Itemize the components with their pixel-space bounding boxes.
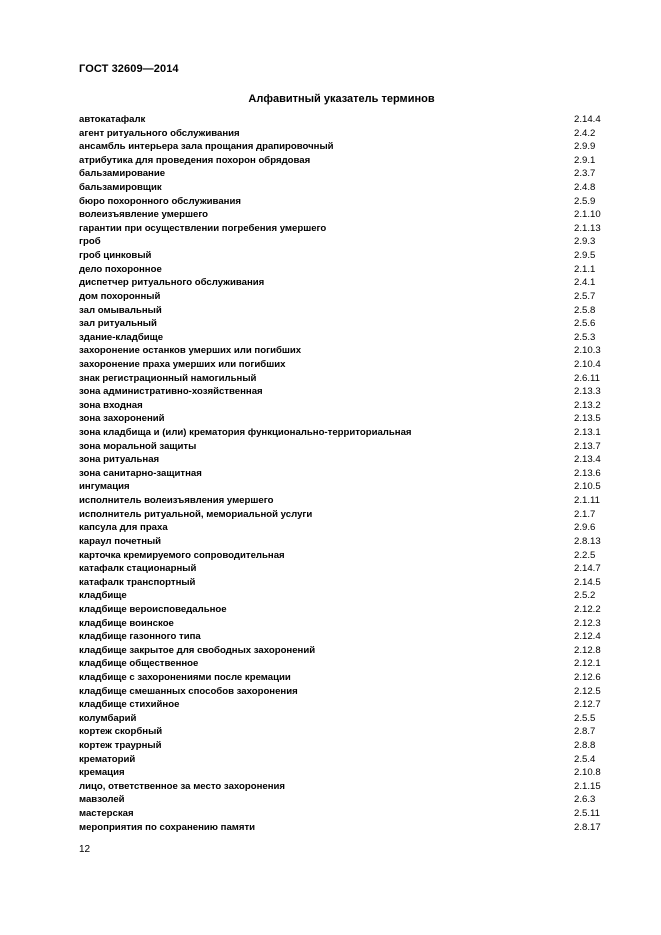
term-name: захоронение останков умерших или погибших: [79, 345, 302, 357]
term-reference: 2.3.7: [574, 168, 596, 180]
term-reference: 2.12.6: [574, 671, 601, 683]
term-row: [79, 589, 619, 603]
term-name: кортеж скорбный: [79, 726, 163, 738]
term-name: лицо, ответственное за место захоронения: [79, 780, 286, 792]
term-row: [79, 644, 619, 658]
term-reference: 2.12.8: [574, 644, 601, 656]
term-reference: 2.1.7: [574, 508, 596, 520]
term-reference: 2.13.3: [574, 386, 601, 398]
term-name: гарантии при осуществлении погребения умершего: [79, 222, 327, 234]
term-reference: 2.5.6: [574, 318, 596, 330]
term-name: здание-кладбище: [79, 331, 164, 343]
term-name: зал ритуальный: [79, 318, 157, 330]
term-reference: 2.1.1: [574, 263, 596, 275]
term-row: [79, 440, 619, 454]
term-row: [79, 657, 619, 671]
term-reference: 2.5.4: [574, 753, 596, 765]
term-row: [79, 671, 619, 685]
term-reference: 2.5.7: [574, 290, 596, 302]
term-reference: 2.10.4: [574, 358, 601, 370]
term-name: кладбище газонного типа: [79, 631, 201, 643]
term-row: [79, 426, 619, 440]
term-name: катафалк стационарный: [79, 563, 197, 575]
term-reference: 2.13.7: [574, 440, 601, 452]
term-reference: 2.9.6: [574, 522, 596, 534]
term-row: [79, 576, 619, 590]
term-name: диспетчер ритуального обслуживания: [79, 277, 265, 289]
term-row: [79, 630, 619, 644]
term-name: кладбище закрытое для свободных захоронений: [79, 644, 316, 656]
term-name: кладбище: [79, 590, 127, 602]
term-reference: 2.14.7: [574, 563, 601, 575]
term-name: караул почетный: [79, 535, 162, 547]
term-name: мавзолей: [79, 794, 125, 806]
term-row: [79, 821, 619, 835]
term-row: [79, 249, 619, 263]
term-row: [79, 344, 619, 358]
term-reference: 2.14.5: [574, 576, 601, 588]
term-row: [79, 603, 619, 617]
term-row: [79, 494, 619, 508]
term-name: кортеж траурный: [79, 740, 162, 752]
term-reference: 2.5.8: [574, 304, 596, 316]
term-name: капсула для праха: [79, 522, 168, 534]
term-name: автокатафалк: [79, 114, 146, 125]
term-name: волеизъявление умершего: [79, 209, 209, 221]
term-reference: 2.13.2: [574, 399, 601, 411]
term-reference: 2.8.17: [574, 821, 601, 833]
term-row: [79, 467, 619, 481]
term-name: крематорий: [79, 753, 136, 765]
term-name: катафалк транспортный: [79, 576, 196, 588]
term-reference: 2.12.2: [574, 603, 601, 615]
term-name: зона входная: [79, 399, 143, 411]
term-name: мастерская: [79, 808, 134, 820]
term-name: кладбище вероисповедальное: [79, 603, 227, 615]
term-name: дело похоронное: [79, 263, 162, 275]
term-row: [79, 793, 619, 807]
term-name: дом похоронный: [79, 290, 161, 302]
term-reference: 2.5.2: [574, 590, 596, 602]
term-row: [79, 725, 619, 739]
term-reference: 2.2.5: [574, 549, 596, 561]
page-number: 12: [79, 844, 91, 855]
term-row: [79, 562, 619, 576]
term-reference: 2.8.8: [574, 740, 596, 752]
term-reference: 2.12.4: [574, 631, 601, 643]
term-name: кладбище общественное: [79, 658, 199, 670]
term-reference: 2.6.11: [574, 372, 600, 384]
term-name: атрибутика для проведения похорон обрядовая: [79, 154, 311, 166]
term-reference: 2.9.9: [574, 141, 596, 153]
term-row: [79, 617, 619, 631]
term-row: [79, 508, 619, 522]
term-reference: 2.1.15: [574, 780, 601, 792]
term-row: [79, 807, 619, 821]
term-reference: 2.5.3: [574, 331, 596, 343]
term-name: зона административно-хозяйственная: [79, 386, 263, 398]
term-reference: 2.13.1: [574, 427, 601, 439]
term-name: кладбище стихийное: [79, 699, 180, 711]
term-reference: 2.13.6: [574, 467, 601, 479]
term-row: [79, 521, 619, 535]
term-row: [79, 780, 619, 794]
term-name: зал омывальный: [79, 304, 162, 316]
term-row: [79, 453, 619, 467]
term-name: исполнитель ритуальной, мемориальной услуги: [79, 508, 313, 520]
term-row: [79, 127, 619, 141]
term-row: [79, 331, 619, 345]
term-row: [79, 181, 619, 195]
term-row: [79, 739, 619, 753]
term-name: бюро похоронного обслуживания: [79, 195, 241, 207]
term-row: [79, 385, 619, 399]
term-reference: 2.12.1: [574, 658, 601, 670]
term-row: [79, 712, 619, 726]
term-row: [79, 372, 619, 386]
term-name: зона захоронений: [79, 413, 165, 425]
term-reference: 2.12.7: [574, 699, 601, 711]
term-row: [79, 208, 619, 222]
term-reference: 2.4.1: [574, 277, 596, 289]
term-name: ансамбль интерьера зала прощания драпировочный: [79, 141, 334, 153]
term-name: мероприятия по сохранению памяти: [79, 821, 256, 833]
term-reference: 2.9.5: [574, 250, 596, 262]
term-row: [79, 304, 619, 318]
term-reference: 2.9.1: [574, 154, 596, 166]
term-reference: 2.4.2: [574, 127, 596, 139]
index-title: Алфавитный указатель терминов: [248, 93, 435, 105]
term-row: [79, 766, 619, 780]
term-row: [79, 195, 619, 209]
term-row: [79, 753, 619, 767]
term-reference: 2.8.7: [574, 726, 596, 738]
term-row: [79, 154, 619, 168]
term-row: [79, 113, 619, 127]
term-name: зона санитарно-защитная: [79, 467, 202, 479]
term-row: [79, 535, 619, 549]
term-row: [79, 235, 619, 249]
term-reference: 2.5.11: [574, 808, 600, 820]
term-name: бальзамировщик: [79, 182, 162, 194]
term-name: знак регистрационный намогильный: [79, 372, 257, 384]
term-reference: 2.10.5: [574, 481, 601, 493]
term-name: агент ритуального обслуживания: [79, 127, 240, 139]
term-row: [79, 685, 619, 699]
term-reference: 2.1.11: [574, 495, 600, 507]
term-row: [79, 167, 619, 181]
term-reference: 2.1.13: [574, 222, 601, 234]
document-code: ГОСТ 32609—2014: [79, 63, 179, 75]
term-name: исполнитель волеизъявления умершего: [79, 495, 274, 507]
term-reference: 2.12.3: [574, 617, 601, 629]
term-row: [79, 276, 619, 290]
term-name: кладбище смешанных способов захоронения: [79, 685, 298, 697]
term-name: зона моральной защиты: [79, 440, 197, 452]
term-name: захоронение праха умерших или погибших: [79, 358, 286, 370]
term-reference: 2.5.9: [574, 195, 596, 207]
term-reference: 2.10.8: [574, 767, 601, 779]
term-reference: 2.9.3: [574, 236, 596, 248]
term-reference: 2.13.5: [574, 413, 601, 425]
term-reference: 2.8.13: [574, 535, 601, 547]
term-row: [79, 290, 619, 304]
term-row: [79, 549, 619, 563]
terms-list: [79, 113, 619, 834]
term-name: зона ритуальная: [79, 454, 160, 466]
term-row: [79, 358, 619, 372]
term-name: кремация: [79, 767, 125, 779]
term-row: [79, 140, 619, 154]
term-name: колумбарий: [79, 712, 137, 724]
term-reference: 2.6.3: [574, 794, 596, 806]
term-reference: 2.10.3: [574, 345, 601, 357]
term-name: бальзамирование: [79, 168, 166, 180]
term-row: [79, 222, 619, 236]
term-name: ингумация: [79, 481, 130, 493]
term-name: кладбище воинское: [79, 617, 174, 629]
term-reference: 2.14.4: [574, 114, 601, 125]
term-row: [79, 317, 619, 331]
term-row: [79, 698, 619, 712]
term-row: [79, 399, 619, 413]
term-row: [79, 263, 619, 277]
term-reference: 2.1.10: [574, 209, 601, 221]
term-name: гроб: [79, 236, 101, 248]
term-reference: 2.5.5: [574, 712, 596, 724]
term-name: кладбище с захоронениями после кремации: [79, 671, 291, 683]
term-name: гроб цинковый: [79, 250, 152, 262]
term-reference: 2.13.4: [574, 454, 601, 466]
term-reference: 2.4.8: [574, 182, 596, 194]
term-reference: 2.12.5: [574, 685, 601, 697]
term-row: [79, 412, 619, 426]
term-name: зона кладбища и (или) крематория функционально-территориальная: [79, 427, 412, 439]
term-row: [79, 480, 619, 494]
term-name: карточка кремируемого сопроводительная: [79, 549, 285, 561]
